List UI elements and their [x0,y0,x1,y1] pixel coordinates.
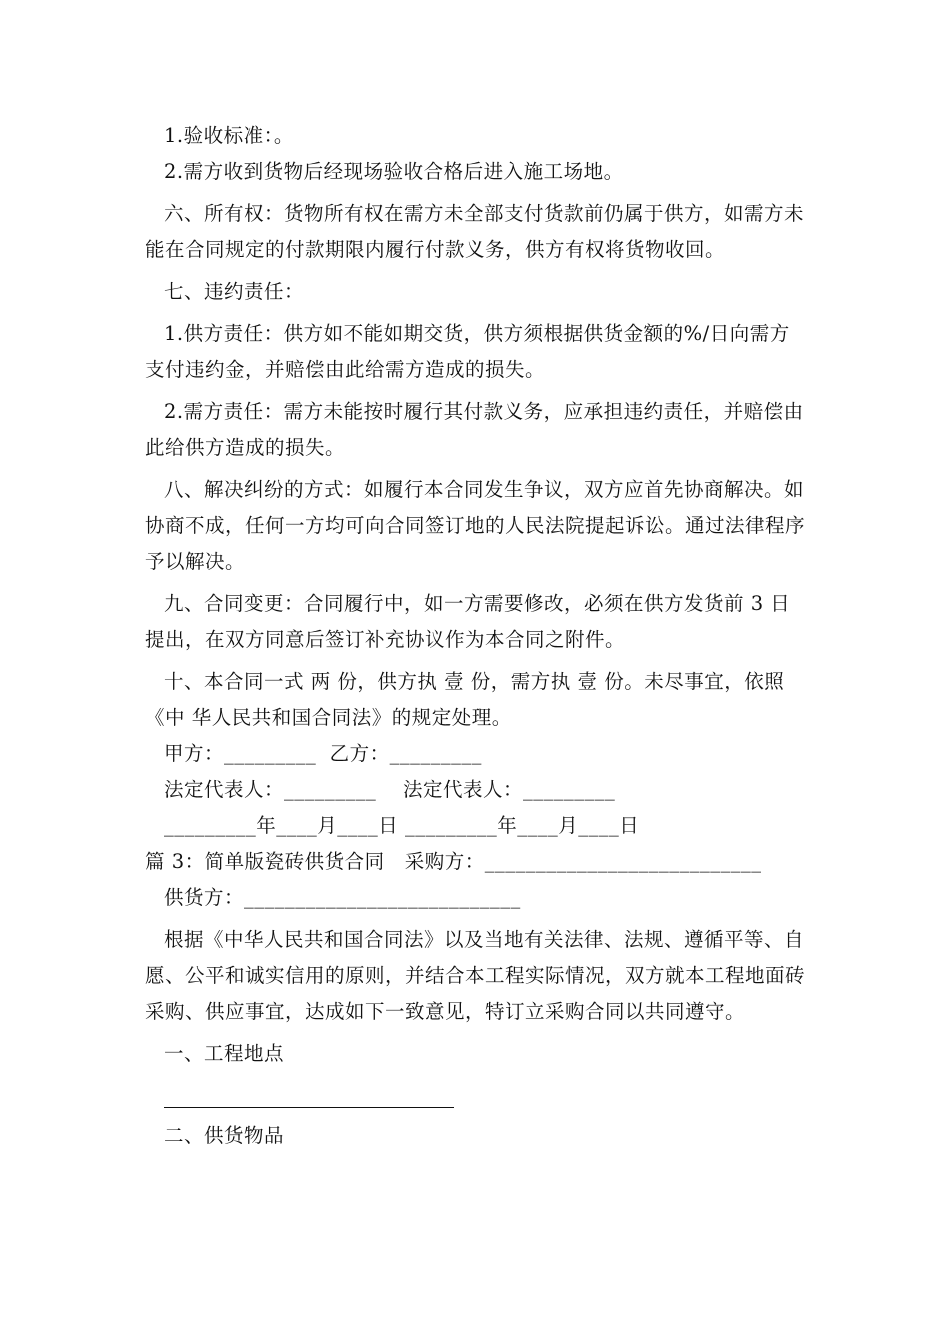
signature-parties: 甲方：_________ 乙方：_________ [164,742,482,765]
signature-representatives: 法定代表人：_________ 法定代表人：_________ [164,778,616,801]
paragraph-dispute-resolution: 八、解决纠纷的方式：如履行本合同发生争议，双方应首先协商解决。如协商不成，任何一方均可向合同签订地的人民法院提起诉讼。通过法律程序予以解决。 [145,478,806,573]
heading-supply-items: 二、供货物品 [164,1124,285,1147]
document-page [145,118,807,1154]
supplier-field: 供货方：___________________________ [164,886,521,909]
paragraph-acceptance-standard: 1.验收标准：。 [164,124,294,147]
paragraph-preamble: 根据《中华人民共和国合同法》以及当地有关法律、法规、遵循平等、自愿、公平和诚实信用的原则，并结合本工程实际情况，双方就本工程地面砖采购、供应事宜，达成如下一致意见，特订立采购合同以共同遵守。 [145,928,806,1023]
paragraph-site-acceptance: 2.需方收到货物后经现场验收合格后进入施工场地。 [164,160,624,183]
heading-project-location: 一、工程地点 [164,1042,285,1065]
paragraph-contract-change: 九、合同变更：合同履行中，如一方需要修改，必须在供方发货前 3 日提出，在双方同意后签订补充协议作为本合同之附件。 [145,592,791,651]
section-title-tile-contract: 篇 3：简单版瓷砖供货合同 采购方：___________________________ [145,850,762,873]
paragraph-supplier-liability: 1.供方责任：供方如不能如期交货，供方须根据供货金额的%/日向需方支付违约金，并赔偿由此给需方造成的损失。 [145,322,790,381]
project-location-blank [164,1072,454,1108]
signature-dates: _________年____月____日 _________年____月____日 [164,814,640,837]
paragraph-buyer-liability: 2.需方责任：需方未能按时履行其付款义务，应承担违约责任，并赔偿由此给供方造成的损失。 [145,400,804,459]
heading-liability: 七、违约责任： [164,280,305,303]
paragraph-copies: 十、本合同一式 两 份，供方执 壹 份，需方执 壹 份。未尽事宜，依照《中 华人民共和国合同法》的规定处理。 [145,670,785,729]
paragraph-ownership: 六、所有权：货物所有权在需方未全部支付货款前仍属于供方，如需方未能在合同规定的付款期限内履行付款义务，供方有权将货物收回。 [145,202,805,261]
